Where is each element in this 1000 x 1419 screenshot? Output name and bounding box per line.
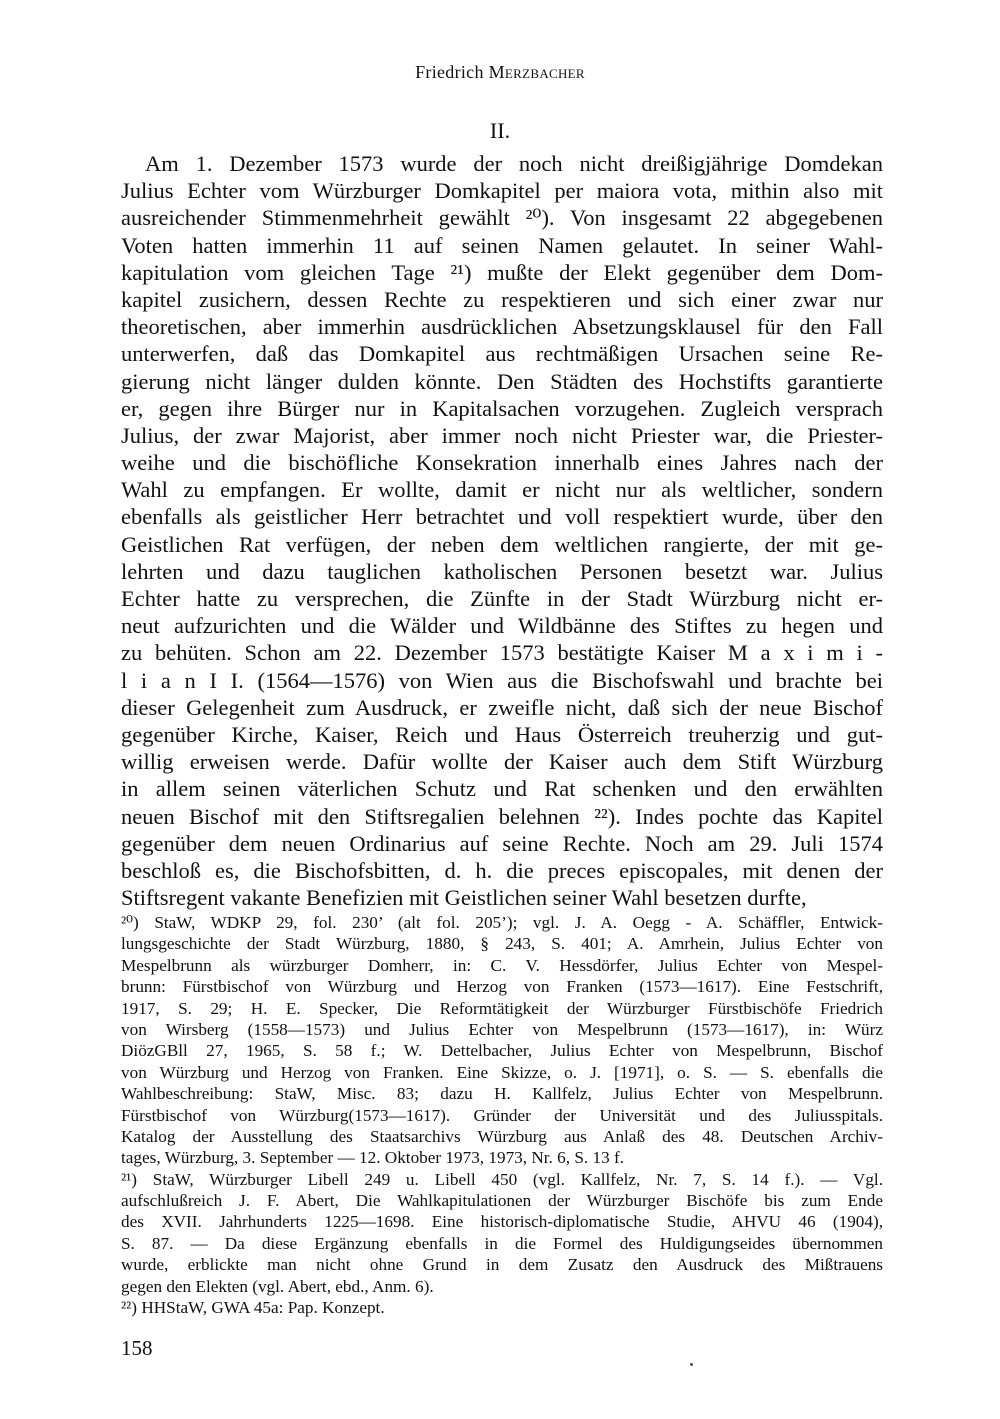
footnote-line: des XVII. Jahrhunderts 1225—1698. Eine historisch-diplomatische Studie, AHVU 46 (1904), xyxy=(121,1212,883,1232)
body-line: willig erweisen werde. Dafür wollte der Kaiser auch dem Stift Würzburg xyxy=(121,749,883,775)
footnote-line: ²²) HHStaW, GWA 45a: Pap. Konzept. xyxy=(121,1298,385,1318)
body-line: beschloß es, die Bischofsbitten, d. h. die preces episcopales, mit denen der xyxy=(121,857,883,883)
body-line: weihe und die bischöfliche Konsekration innerhalb eines Jahres nach der xyxy=(121,450,883,476)
body-line: Geistlichen Rat verfügen, der neben dem weltlichen rangierte, der mit ge- xyxy=(121,531,883,557)
body-line: gegenüber Kirche, Kaiser, Reich und Haus Österreich treuherzig und gut- xyxy=(121,721,883,747)
body-line: ebenfalls als geistlicher Herr betrachtet und voll respektiert wurde, über den xyxy=(121,504,883,530)
footnote xyxy=(121,1297,883,1318)
footnote-line: Fürstbischof von Würzburg(1573—1617). Gründer der Universität und des Juliusspitals. xyxy=(121,1105,883,1125)
running-header xyxy=(0,62,1000,83)
main-text xyxy=(121,150,883,911)
footnote-line: Mespelbrunn als würzburger Domherr, in: C. V. Hessdörfer, Julius Echter von Mespel- xyxy=(121,955,883,975)
footnote-line: lungsgeschichte der Stadt Würzburg, 1880, § 243, S. 401; A. Amrhein, Julius Echter von xyxy=(121,934,883,954)
header-author-last: Merzbacher xyxy=(488,62,585,82)
footnote-line: Katalog der Ausstellung des Staatsarchivs Würzburg aus Anlaß des 48. Deutschen Archiv- xyxy=(121,1126,883,1146)
print-speck xyxy=(690,1363,693,1366)
header-author-first: Friedrich xyxy=(415,62,484,82)
body-line: gierung nicht länger dulden könnte. Den Städten des Hochstifts garantierte xyxy=(121,368,883,394)
body-line: dieser Gelegenheit zum Ausdruck, er zweifle nicht, daß sich der neue Bischof xyxy=(121,694,883,720)
footnotes xyxy=(121,912,883,1318)
body-line: gegenüber dem neuen Ordinarius auf seine Rechte. Noch am 29. Juli 1574 xyxy=(121,830,883,856)
footnote xyxy=(121,912,883,1169)
body-line: l i a n I I. (1564—1576) von Wien aus die Bischofswahl und brachte bei xyxy=(121,667,883,693)
body-line: Stiftsregent vakante Benefizien mit Geistlichen seiner Wahl besetzen durfte, xyxy=(121,885,807,911)
section-title: II. xyxy=(489,118,511,143)
body-line: zu behüten. Schon am 22. Dezember 1573 bestätigte Kaiser M a x i m i - xyxy=(121,640,883,666)
body-line: lehrten und dazu tauglichen katholischen Personen besetzt war. Julius xyxy=(121,558,883,584)
body-line: neut aufzurichten und die Wälder und Wildbänne des Stiftes zu hegen und xyxy=(121,613,883,639)
body-line: er, gegen ihre Bürger nur in Kapitalsachen vorzugehen. Zugleich versprach xyxy=(121,395,883,421)
body-line: unterwerfen, daß das Domkapitel aus rechtmäßigen Ursachen seine Re- xyxy=(121,341,883,367)
footnote-line: brunn: Fürstbischof von Würzburg und Herzog von Franken (1573—1617). Eine Festschrift, xyxy=(121,977,883,997)
footnote-line: S. 87. — Da diese Ergänzung ebenfalls in die Formel des Huldigungseides übernommen xyxy=(121,1233,883,1253)
footnote xyxy=(121,1169,883,1297)
body-line: theoretischen, aber immerhin ausdrücklichen Absetzungsklausel für den Fall xyxy=(121,314,883,340)
footnote-line: DiözGBll 27, 1965, S. 58 f.; W. Dettelbacher, Julius Echter von Mespelbrunn, Bischof xyxy=(121,1041,883,1061)
page-number: 158 xyxy=(121,1336,153,1360)
footnote-line: ²⁰) StaW, WDKP 29, fol. 230’ (alt fol. 205’); vgl. J. A. Oegg - A. Schäffler, Entwick- xyxy=(121,913,883,932)
footnote-line: Wahlbeschreibung: StaW, Misc. 83; dazu H. Kallfelz, Julius Echter von Mespelbrunn. xyxy=(121,1084,883,1104)
footnote-line: wurde, erblickte man nicht ohne Grund in dem Zusatz den Ausdruck des Mißtrauens xyxy=(121,1255,883,1275)
footnote-line: von Würzburg und Herzog von Franken. Eine Skizze, o. J. [1971], o. S. — S. ebenfalls die xyxy=(121,1062,883,1082)
body-line: Julius, der zwar Majorist, aber immer noch nicht Priester war, die Priester- xyxy=(121,422,883,448)
body-line: ausreichender Stimmenmehrheit gewählt ²⁰). Von insgesamt 22 abgegebenen xyxy=(121,205,883,231)
footnote-line: von Wirsberg (1558—1573) und Julius Echter von Mespelbrunn (1573—1617), in: Würz xyxy=(121,1019,883,1039)
footnote-line: 1917, S. 29; H. E. Specker, Die Reformtätigkeit der Würzburger Fürstbischöfe Friedrich xyxy=(121,998,883,1018)
body-line: neuen Bischof mit den Stiftsregalien belehnen ²²). Indes pochte das Kapitel xyxy=(121,803,883,829)
footnote-line: ²¹) StaW, Würzburger Libell 249 u. Libell 450 (vgl. Kallfelz, Nr. 7, S. 14 f.). — Vgl. xyxy=(121,1169,883,1189)
body-line: in allem seinen väterlichen Schutz und Rat schenken und den erwählten xyxy=(121,776,883,802)
footnote-line: aufschlußreich J. F. Abert, Die Wahlkapitulationen der Würzburger Bischöfe bis zum Ende xyxy=(121,1191,883,1211)
footnote-line: tages, Würzburg, 3. September — 12. Oktober 1973, 1973, Nr. 6, S. 13 f. xyxy=(121,1148,624,1168)
body-line: Julius Echter vom Würzburger Domkapitel per maiora vota, mithin also mit xyxy=(121,178,883,204)
footnote-line: gegen den Elekten (vgl. Abert, ebd., Anm. 6). xyxy=(121,1276,434,1296)
body-line: Voten hatten immerhin 11 auf seinen Namen gelautet. In seiner Wahl- xyxy=(121,232,883,258)
body-line: Echter hatte zu versprechen, die Zünfte in der Stadt Würzburg nicht er- xyxy=(121,586,883,611)
body-line: Am 1. Dezember 1573 wurde der noch nicht dreißigjährige Domdekan xyxy=(145,151,883,176)
body-line: kapitulation vom gleichen Tage ²¹) mußte der Elekt gegenüber dem Dom- xyxy=(121,259,883,285)
body-line: kapitel zusichern, dessen Rechte zu respektieren und sich einer zwar nur xyxy=(121,286,883,312)
body-line: Wahl zu empfangen. Er wollte, damit er nicht nur als weltlicher, sondern xyxy=(121,477,883,503)
